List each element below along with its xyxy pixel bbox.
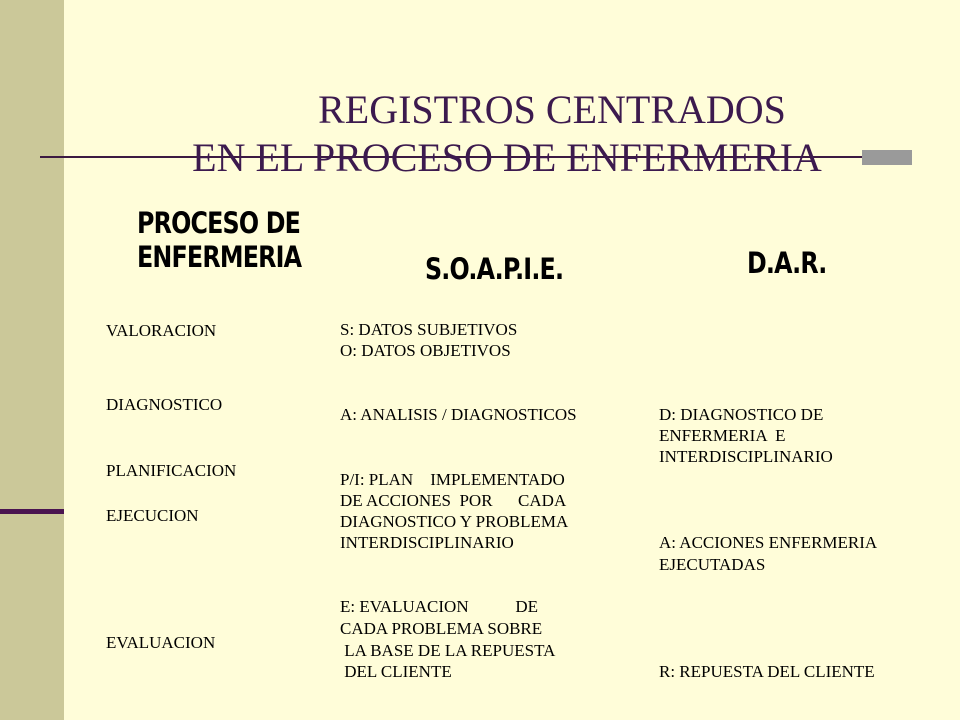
dar-d-line-1: D: DIAGNOSTICO DE <box>659 405 824 424</box>
title-line-1: REGISTROS CENTRADOS <box>318 87 786 132</box>
soapie-pi-line-3: DIAGNOSTICO Y PROBLEMA <box>340 512 569 531</box>
soapie-e-line-2: CADA PROBLEMA SOBRE <box>340 619 543 638</box>
soapie-pi-line-4: INTERDISCIPLINARIO <box>340 533 514 552</box>
header-proceso-line-2: ENFERMERIA <box>137 240 302 274</box>
soapie-e-line-1: E: EVALUACION DE <box>340 597 539 616</box>
sidebar-accent-bar <box>0 509 64 514</box>
row-label-ejecucion: EJECUCION <box>106 506 199 525</box>
soapie-s: S: DATOS SUBJETIVOS <box>340 320 518 339</box>
dar-a-line-1: A: ACCIONES ENFERMERIA <box>659 533 878 552</box>
header-soapie: S.O.A.P.I.E. <box>425 252 564 286</box>
soapie-pi-line-1: P/I: PLAN IMPLEMENTADO <box>340 470 565 489</box>
left-sidebar-band <box>0 0 64 720</box>
header-proceso-line-1: PROCESO DE <box>137 206 301 240</box>
dar-d-line-3: INTERDISCIPLINARIO <box>659 447 833 466</box>
row-label-planificacion: PLANIFICACION <box>106 461 237 480</box>
dar-r: R: REPUESTA DEL CLIENTE <box>659 662 875 681</box>
soapie-e-line-4: DEL CLIENTE <box>340 662 452 681</box>
dar-a-line-2: EJECUTADAS <box>659 555 766 574</box>
row-label-diagnostico: DIAGNOSTICO <box>106 395 223 414</box>
row-label-valoracion: VALORACION <box>106 321 217 340</box>
header-dar: D.A.R. <box>747 246 827 280</box>
soapie-o: O: DATOS OBJETIVOS <box>340 341 511 360</box>
soapie-e-line-3: LA BASE DE LA REPUESTA <box>340 641 556 660</box>
row-label-evaluacion: EVALUACION <box>106 633 216 652</box>
header-proceso <box>137 206 301 274</box>
dar-d-line-2: ENFERMERIA E <box>659 426 786 445</box>
slide-title <box>64 86 960 182</box>
soapie-pi-line-2: DE ACCIONES POR CADA <box>340 491 567 510</box>
soapie-a: A: ANALISIS / DIAGNOSTICOS <box>340 405 577 424</box>
title-line-2: EN EL PROCESO DE ENFERMERIA <box>192 135 822 180</box>
